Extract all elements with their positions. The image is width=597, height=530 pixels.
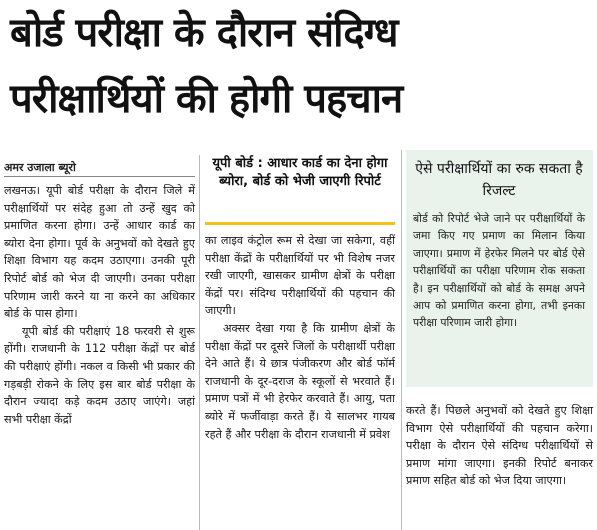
column3-paragraph-1: करते हैं। पिछले अनुभवों को देखते हुए शिक्षा विभाग ऐसे परीक्षार्थियों की पहचान करेगा। परीक्षा के दौरान ऐसे संदिग्ध परीक्षार्थियों से प्रमाण मांगा जाएगा। इनकी रिपोर्ट बनाकर प्रमाण सहित बोर्ड को भेज दिया जाएगा। [406,404,593,488]
headline-line-1: बोर्ड परीक्षा के दौरान संदिग्ध [10,10,398,56]
headline [10,0,590,132]
subheadline: यूपी बोर्ड : आधार कार्ड का देना होगा ब्योरा, बोर्ड को भेजी जाएगी रिपोर्ट [212,156,388,189]
sidebar-box-title: ऐसे परीक्षार्थियों का रुक सकता है रिजल्ट [415,161,583,199]
article-column-1 [4,182,195,428]
byline-divider [4,176,195,177]
byline: अमर उजाला ब्यूरो [4,161,76,174]
column1-paragraph-2: यूपी बोर्ड की परीक्षाएं 18 फरवरी से शुरू होंगी। राजधानी के 112 परीक्षा केंद्रों पर बोर्ड की परीक्षाएं होंगी। नकल व किसी भी प्रकार की गड़बड़ी रोकने के लिए इस बार बोर्ड परीक्षा के दौरान ज्यादा कड़े कदम उठाए जाएंगे। जहां सभी परीक्षा केंद्रों [4,324,195,426]
article-column-3 [406,402,593,490]
column1-paragraph-1: लखनऊ। यूपी बोर्ड परीक्षा के दौरान जिले में परीक्षार्थियों पर संदेह हुआ तो उन्हें खुद को प्रमाणित करना होगा। उन्हें आधार कार्ड का ब्योरा देना होगा। पूर्व के अनुभवों को देखते हुए शिक्षा विभाग यह कदम उठाएगा। उनकी पूरी रिपोर्ट बोर्ड को भेज दी जाएगी। उनका परीक्षा परिणाम जारी करने या ना करने का अधिकार बोर्ड के पास होगा। [4,184,195,321]
headline-line-2: परीक्षार्थियों की होगी पहचान [10,76,403,122]
column-divider-2 [401,150,402,530]
sidebar-box-paragraph: बोर्ड को रिपोर्ट भेजे जाने पर परीक्षार्थियों के जमा किए गए प्रमाण का मिलान किया जाएगा। प्रमाण में हेरफेर मिलने पर बोर्ड ऐसे परीक्षार्थियों का परीक्षा परिणाम रोक सकता है। इन परीक्षार्थियों को बोर्ड के समक्ष अपने आप को प्रमाणित करना होगा, तभी इनका परीक्षा परिणाम जारी होगा। [413,212,585,330]
column2-paragraph-1: का लाइव कंट्रोल रूम से देखा जा सकेगा, वहीं परीक्षा केंद्रों के परीक्षार्थियों पर भी विशेष नजर रखी जाएगी, खासकर ग्रामीण क्षेत्रों के परीक्षा केंद्रों पर। संदिग्ध परीक्षार्थियों की पहचान की जाएगी। [205,234,395,318]
article-column-2 [205,232,395,443]
sidebar-box-body [413,210,585,332]
subheadline-underline [205,222,395,225]
column2-paragraph-2: अक्सर देखा गया है कि ग्रामीण क्षेत्रों के परीक्षा केंद्रों पर दूसरे जिलों के परीक्षार्थी परीक्षा देने आते हैं। ये छात्र पंजीकरण और बोर्ड फॉर्म राजधानी के दूर-दराज के स्कूलों से भरवाते हैं। प्रमाण पत्रों में भी हेरफेर करवाते हैं। आयु, पता ब्योरे में फर्जीवाड़ा करते हैं। ये सालभर गायब रहते हैं और परीक्षा के दौरान राजधानी में प्रवेश [205,321,395,441]
column-divider-1 [199,155,200,530]
